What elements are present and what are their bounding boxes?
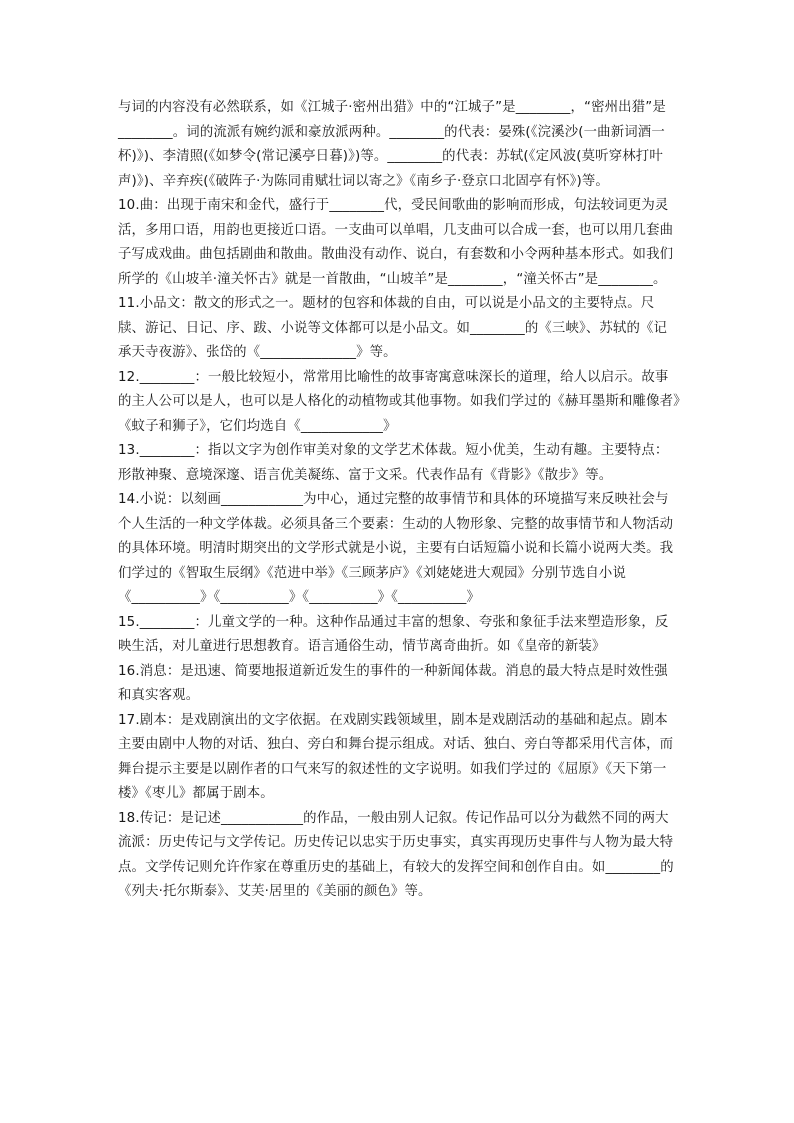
paragraph-text: 12.________：一般比较短小，常常用比喻性的故事寄寓意味深长的道理，给人以启示。故事的主人公可以是人，也可以是人格化的动植物或其他事物。如我们学过的《赫耳墨斯和雕像者》《蚊子和狮子》，它们均选自《____________》 [118, 369, 681, 434]
document-body [118, 96, 680, 905]
paragraph-13-prose [118, 439, 680, 488]
paragraph-text: 13.________：指以文字为创作审美对象的文学艺术体裁。短小优美，生动有趣。主要特点：形散神聚、意境深邃、语言优美凝练、富于文采。代表作品有《背影》《散步》等。 [118, 443, 669, 483]
paragraph-9-continued [118, 96, 680, 194]
paragraph-12-fable [118, 366, 680, 440]
paragraph-18-biography [118, 807, 680, 905]
paragraph-17-script [118, 709, 680, 807]
paragraph-text: 16.消息：是迅速、简要地报道新近发生的事件的一种新闻体裁。消息的最大特点是时效性强和真实客观。 [118, 663, 668, 703]
paragraph-text: 11.小品文：散文的形式之一。题材的包容和体裁的自由，可以说是小品文的主要特点。尺牍、游记、日记、序、跋、小说等文体都可以是小品文。如________的《三峡》、苏轼的《记承天寺夜游》、张岱的《______________》等。 [118, 296, 668, 360]
paragraph-text: 14.小说：以刻画____________为中心，通过完整的故事情节和具体的环境描写来反映社会与个人生活的一种文学体裁。必须具备三个要素：生动的人物形象、完整的故事情节和人物活动的具体环境。明清时期突出的文学形式就是小说，主要有白话短篇小说和长篇小说两大类。我们学过的《智取生辰纲》《范进中举》《三顾茅庐》《刘姥姥进大观园》分别节选自小说《__________》《__________》《__________》《__________》 [118, 492, 674, 605]
paragraph-text: 10.曲：出现于南宋和金代，盛行于________代，受民间歌曲的影响而形成，句法较词更为灵活，多用口语，用韵也更接近口语。一支曲可以单唱，几支曲可以合成一套，也可以用几套曲子写成戏曲。曲包括剧曲和散曲。散曲没有动作、说白，有套数和小令两种基本形式。如我们所学的《山坡羊·潼关怀古》就是一首散曲，“山坡羊”是________，“潼关怀古”是________。 [118, 198, 674, 287]
paragraph-text: 15.________：儿童文学的一种。这种作品通过丰富的想象、夸张和象征手法来塑造形象，反映生活，对儿童进行思想教育。语言通俗生动，情节离奇曲折。如《皇帝的新装》 [118, 614, 669, 654]
paragraph-15-fairy-tale [118, 611, 680, 660]
paragraph-10-qu [118, 194, 680, 292]
paragraph-14-novel [118, 488, 680, 611]
paragraph-text: 与词的内容没有必然联系，如《江城子·密州出猎》中的“江城子”是________，“密州出猎”是________。词的流派有婉约派和豪放派两种。________的代表：晏殊(《浣溪沙(一曲新词酒一杯)》)、李清照(《如梦令(常记溪亭日暮)》)等。________的代表：苏轼(《定风波(莫听穿林打叶声)》)、辛弃疾(《破阵子·为陈同甫赋壮词以寄之》《南乡子·登京口北固亭有怀》)等。 [118, 100, 666, 189]
paragraph-16-news [118, 660, 680, 709]
paragraph-text: 18.传记：是记述____________的作品，一般由别人记叙。传记作品可以分为截然不同的两大流派：历史传记与文学传记。历史传记以忠实于历史事实，真实再现历史事件与人物为最大特点。文学传记则允许作家在尊重历史的基础上，有较大的发挥空间和创作自由。如________的《列夫·托尔斯泰》、艾芙·居里的《美丽的颜色》等。 [118, 810, 674, 899]
paragraph-11-xiaopinwen [118, 292, 680, 366]
paragraph-text: 17.剧本：是戏剧演出的文字依据。在戏剧实践领域里，剧本是戏剧活动的基础和起点。剧本主要由剧中人物的对话、独白、旁白和舞台提示组成。对话、独白、旁白等都采用代言体，而舞台提示主要是以剧作者的口气来写的叙述性的文字说明。如我们学过的《屈原》《天下第一楼》《枣儿》都属于剧本。 [118, 712, 674, 801]
